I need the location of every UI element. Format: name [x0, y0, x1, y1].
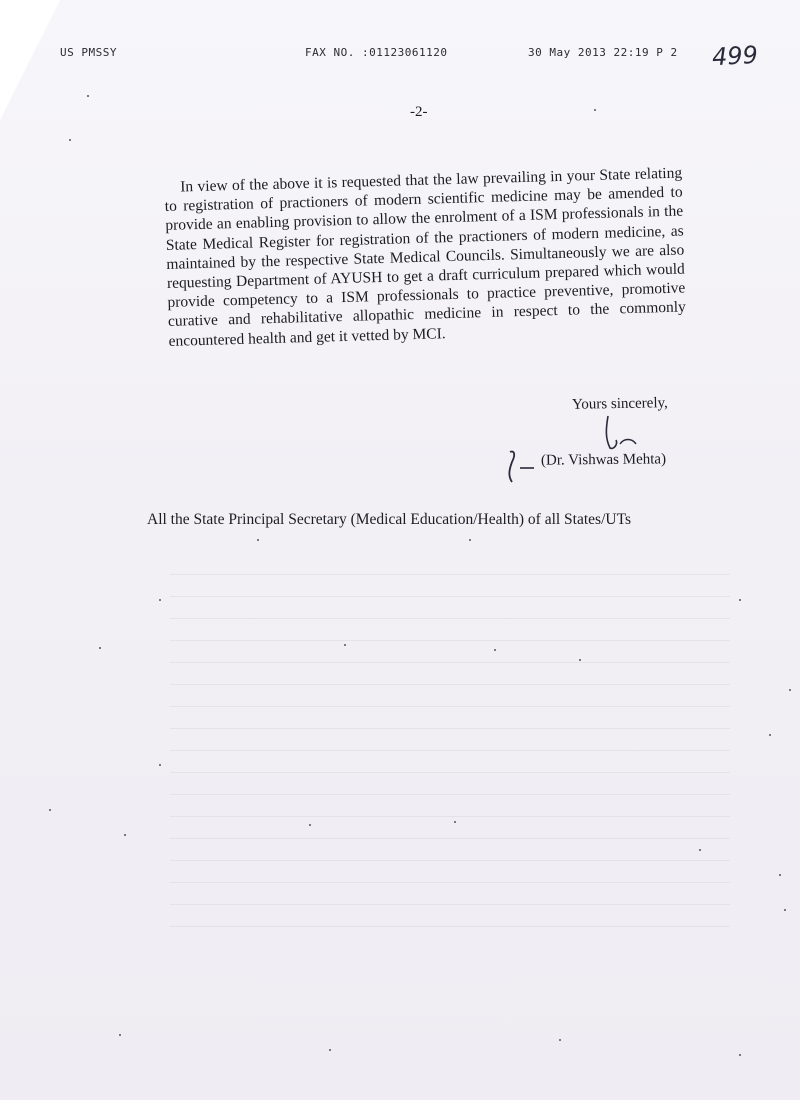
- handwritten-reference: 499: [711, 40, 759, 72]
- page-number: -2-: [410, 104, 428, 120]
- fax-datetime: 30 May 2013 22:19 P 2: [528, 46, 678, 59]
- closing: Yours sincerely,: [571, 395, 668, 413]
- body-paragraph: In view of the above it is requested that the law prevailing in your State relating to registration of practioners of modern scientific medicine may be amended to provide an enabling provision to allow the enrolment of a ISM professionals in the State Medical Register for registration of the practioners of modern medicine, as maintained by the respective State Medical Councils. Simultaneously we are also requesting Department of AYUSH to get a draft curriculum prepared which would provide competency to a ISM professionals to practice preventive, promotive curative and rehabilitative allopathic medicine in respect to the commonly encountered health and get it vetted by MCI.: [164, 164, 687, 350]
- fax-sender: US PMSSY: [60, 46, 117, 59]
- signatory-name: (Dr. Vishwas Mehta): [540, 451, 667, 469]
- addressee: All the State Principal Secretary (Medical Education/Health) of all States/UTs: [147, 511, 632, 528]
- fax-number: FAX NO. :01123061120: [305, 46, 448, 59]
